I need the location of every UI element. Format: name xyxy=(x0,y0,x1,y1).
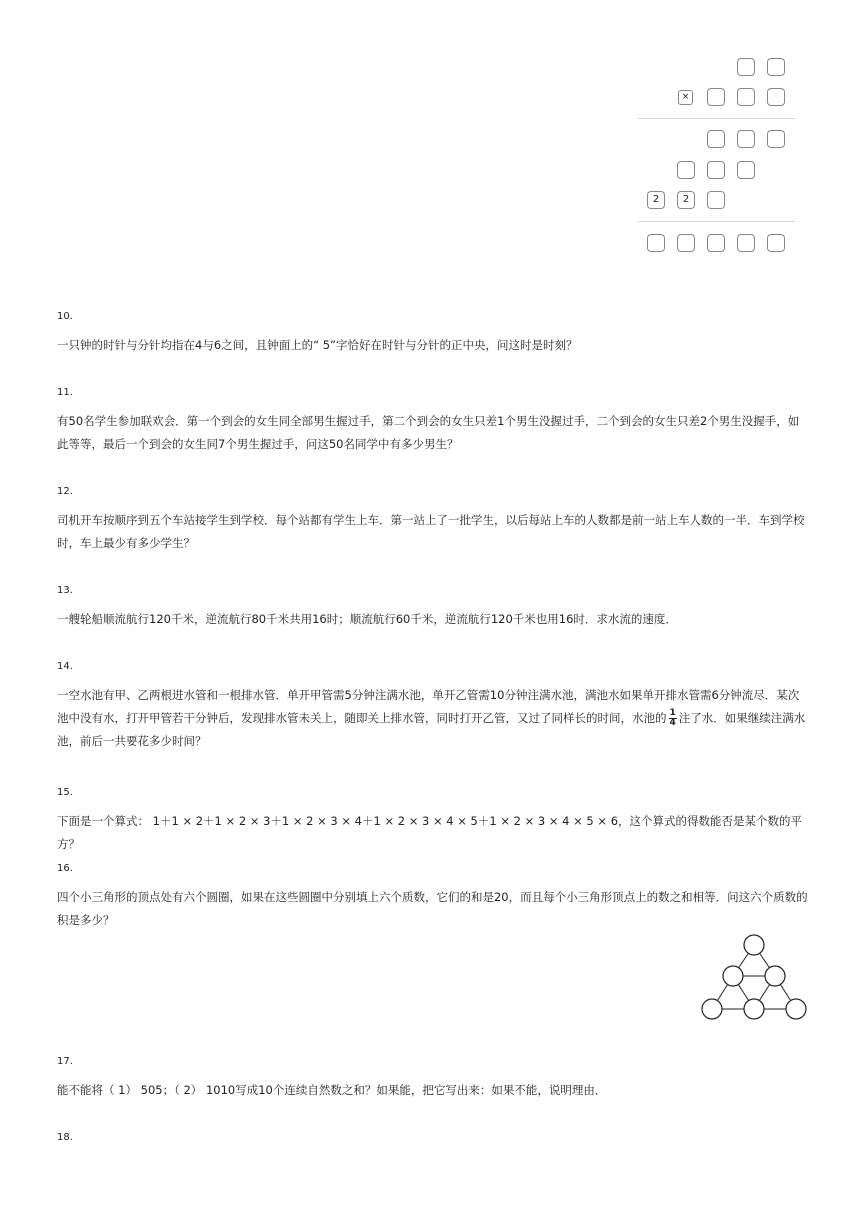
question-text: 下面是一个算式： 1＋1 × 2＋1 × 2 × 3＋1 × 2 × 3 × 4＋1 × 2 × 3 × 4 × 5＋1 × 2 × 3 × 4 × 5 × 6，这个算式的得数能否是某个数的平方？ xyxy=(57,814,803,851)
vertex-circle[interactable] xyxy=(744,999,764,1019)
question-number: 14. xyxy=(57,661,73,672)
puzzle-blank-cell[interactable] xyxy=(767,130,785,148)
question-text: 一艘轮船顺流航行120千米，逆流航行80千米共用16时；顺流航行60千米，逆流航行120千米也用16时．求水流的速度． xyxy=(57,612,677,626)
question-number: 17. xyxy=(57,1056,73,1067)
puzzle-digit-cell: 2 xyxy=(677,191,695,209)
vertex-circle[interactable] xyxy=(786,999,806,1019)
triangle-circles-figure xyxy=(700,932,810,1024)
question-text-part: 注了水．如果继续注满水池，前后一共要花多少时间？ xyxy=(57,711,806,748)
puzzle-blank-cell[interactable] xyxy=(647,234,665,252)
fraction-numerator: 1 xyxy=(669,708,676,718)
vertex-circle[interactable] xyxy=(765,966,785,986)
puzzle-blank-cell[interactable] xyxy=(737,58,755,76)
question-number: 18. xyxy=(57,1132,73,1143)
question-number: 15. xyxy=(57,787,73,798)
vertex-circle[interactable] xyxy=(744,935,764,955)
puzzle-blank-cell[interactable] xyxy=(767,88,785,106)
fraction xyxy=(669,709,677,728)
puzzle-blank-cell[interactable] xyxy=(677,161,695,179)
fraction-denominator: 4 xyxy=(669,718,676,728)
puzzle-blank-cell[interactable] xyxy=(737,161,755,179)
question-text: 司机开车按顺序到五个车站接学生到学校．每个站都有学生上车．第一站上了一批学生，以后每站上车的人数都是前一站上车人数的一半．车到学校时，车上最少有多少学生？ xyxy=(57,513,805,550)
question-number: 12. xyxy=(57,486,73,497)
puzzle-blank-cell[interactable] xyxy=(737,130,755,148)
puzzle-blank-cell[interactable] xyxy=(737,88,755,106)
divider-line xyxy=(638,118,795,119)
puzzle-blank-cell[interactable] xyxy=(767,58,785,76)
vertex-circle[interactable] xyxy=(702,999,722,1019)
question-text: 能不能将（ 1） 505；（ 2） 1010写成10个连续自然数之和？如果能，把它写出来：如果不能，说明理由． xyxy=(57,1083,607,1097)
puzzle-blank-cell[interactable] xyxy=(767,234,785,252)
puzzle-blank-cell[interactable] xyxy=(707,191,725,209)
question-text: 一只钟的时针与分针均指在4与6之间，且钟面上的“ 5”字恰好在时针与分针的正中央，问这时是时刻？ xyxy=(57,338,578,352)
puzzle-blank-cell[interactable] xyxy=(707,88,725,106)
divider-line xyxy=(638,221,795,222)
puzzle-digit-cell: 2 xyxy=(647,191,665,209)
question-number: 16. xyxy=(57,863,73,874)
puzzle-blank-cell[interactable] xyxy=(737,234,755,252)
puzzle-blank-cell[interactable] xyxy=(677,234,695,252)
question-text xyxy=(57,684,809,753)
puzzle-blank-cell[interactable] xyxy=(707,234,725,252)
vertex-circle[interactable] xyxy=(723,966,743,986)
question-number: 11. xyxy=(57,387,73,398)
question-text: 四个小三角形的顶点处有六个圆圈，如果在这些圆圈中分别填上六个质数，它们的和是20，而且每个小三角形顶点上的数之和相等．问这六个质数的积是多少？ xyxy=(57,890,808,927)
puzzle-blank-cell[interactable] xyxy=(707,161,725,179)
question-number: 10. xyxy=(57,311,73,322)
question-text: 有50名学生参加联欢会．第一个到会的女生同全部男生握过手，第二个到会的女生只差1个男生没握过手，二个到会的女生只差2个男生没握手，如此等等，最后一个到会的女生同7个男生握过手，问这50名同学中有多少男生？ xyxy=(57,414,800,451)
multiply-sign: × xyxy=(678,90,693,105)
question-number: 13. xyxy=(57,585,73,596)
question-text-part: 一空水池有甲、乙两根进水管和一根排水管．单开甲管需5分钟注满水池，单开乙管需10分钟注满水池，满池水如果单开排水管需6分钟流尽．某次池中没有水，打开甲管若干分钟后，发现排水管未关上，随即关上排水管，同时打开乙管，又过了同样长的时间，水池的 xyxy=(57,688,800,725)
multiplication-puzzle xyxy=(636,56,796,256)
puzzle-blank-cell[interactable] xyxy=(707,130,725,148)
